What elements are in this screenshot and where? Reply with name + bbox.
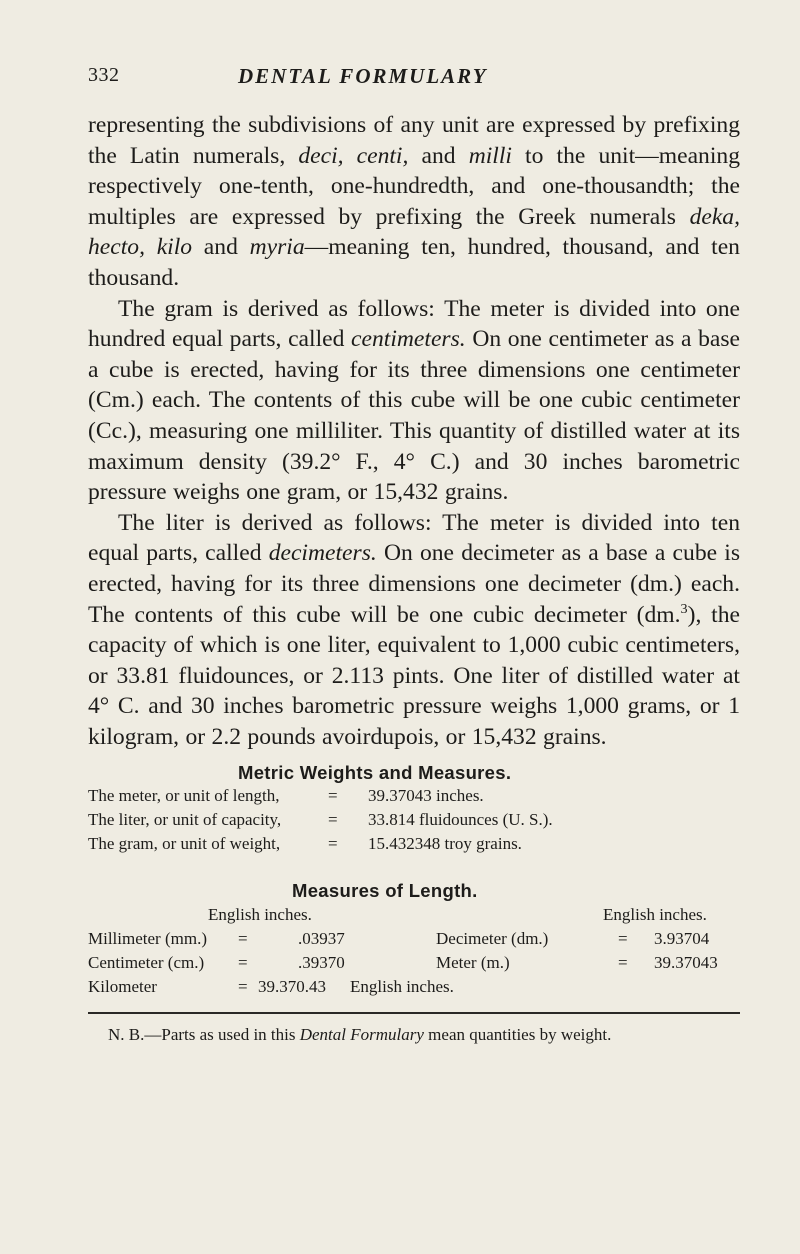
col-header-left: English inches. [208, 905, 312, 924]
book-page: 332 DENTAL FORMULARY representing the subdivisions of any unit are expressed by prefixing the Latin numerals, deci, centi, and milli to the unit—meaning respectively one-tenth, one-hundredth, and one-thousandth; the multiples are expressed by prefixing the Greek numerals deka, hecto, kilo and myria—meaning ten, hundred, thousand, and ten thousand. The gram is derived as follows: The meter is divided into one hundred equal parts, called centimeters. On one centimeter as a base a cube is erected, having for its three dimensions one centimeter (Cm.) each. The contents of this cube will be one cubic centimeter (Cc.), measuring one milliliter. This quantity of distilled water at its maximum density (39.2° F., 4° C.) and 30 inches barometric pressure weighs one gram, or 15,432 grains. The liter is derived as follows: The meter is divided into ten equal parts, called decimeters. On one decimeter as a base a cube is erected, having for its three dimensions one decimeter (dm.) each. The contents of this cube will be one cubic decimeter (dm.$^3$), the capacity of which is one liter, equivalent to 1,000 cubic centimeters, or 33.81 fluidounces, or 2.113 pints. One liter of distilled water at 4° C. and 30 inches barometric pressure weighs 1,000 grams, or 1 kilogram, or 2.2 pounds avoirdupois, or 15,432 grains. Metric Weights and Measures. The meter, or unit of length, = 39.37043 inches. The liter, or unit of capacity, = 33.814 fluidounces (U. S.). The gram, or unit of weight, = 15.432348 troy grains. Measures of Length. English inches. English inches. Millimeter (mm.) = .03937 Decimeter (dm.) = 3.93704 Centimeter (cm.) = .39370 Meter (m.) = 39.37043 Kilometer = 39.370.43 English inches. N. B.—Parts as used in this Dental Formulary mean quantities by weight. [88, 64, 740, 1044]
length-table-title: Measures of Length. [292, 880, 478, 901]
divider-rule [88, 1012, 740, 1014]
col-header-right: English inches. [603, 905, 707, 924]
paragraph-prefixes: representing the subdivisions of any unit are expressed by prefixing the Latin numerals, deci, centi, and milli to the unit—meaning respectively one-tenth, one-hundredth, and one-thousandth; the multiples are expressed by prefixing the Greek numerals deka, hecto, kilo and myria—meaning ten, hundred, thousand, and ten thousand. [88, 112, 740, 291]
body-text [88, 110, 740, 752]
metric-table-title: Metric Weights and Measures. [238, 762, 512, 783]
running-title: DENTAL FORMULARY [238, 64, 488, 88]
paragraph-liter: The liter is derived as follows: The meter is divided into ten equal parts, called decimeters. On one decimeter as a base a cube is erected, having for its three dimensions one decimeter (dm.) each. The contents of this cube will be one cubic decimeter (dm.$^3$), the capacity of which is one liter, equivalent to 1,000 cubic centimeters, or 33.81 fluidounces, or 2.113 pints. One liter of distilled water at 4° C. and 30 inches barometric pressure weighs 1,000 grams, or 1 kilogram, or 2.2 pounds avoirdupois, or 15,432 grains. [88, 509, 740, 750]
page-header [88, 64, 728, 94]
paragraph-gram: The gram is derived as follows: The meter is divided into one hundred equal parts, called centimeters. On one centimeter as a base a cube is erected, having for its three dimensions one centimeter (Cm.) each. The contents of this cube will be one cubic centimeter (Cc.), measuring one milliliter. This quantity of distilled water at its maximum density (39.2° F., 4° C.) and 30 inches barometric pressure weighs one gram, or 15,432 grains. [88, 295, 740, 506]
page-number: 332 [88, 64, 120, 86]
footnote: N. B.—Parts as used in this Dental Formulary mean quantities by weight. [108, 1025, 612, 1044]
